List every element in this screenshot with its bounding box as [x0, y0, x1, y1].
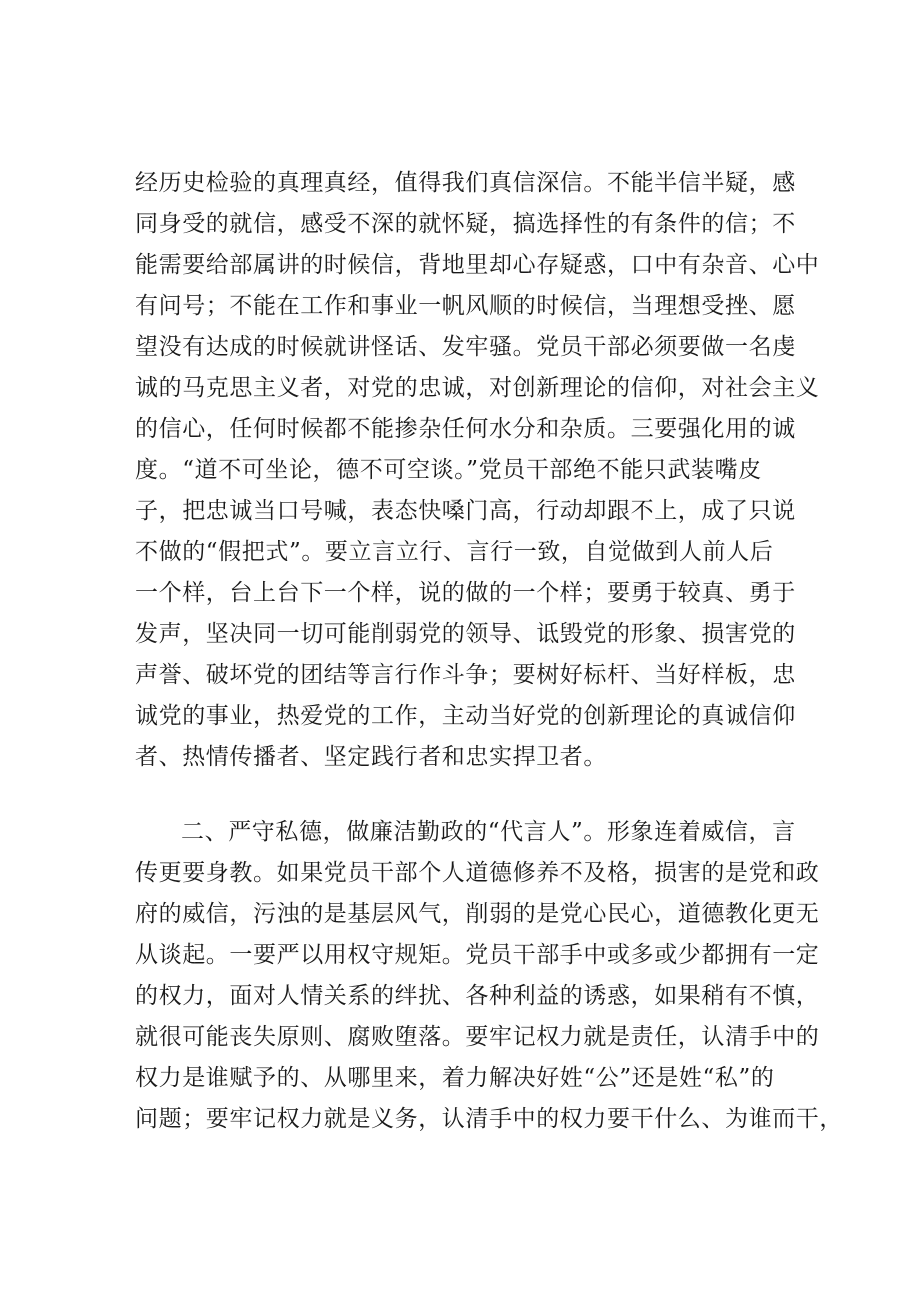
text-line: 同身受的就信，感受不深的就怀疑，搞选择性的有条件的信；不	[135, 211, 796, 237]
text-line: 一个样，台上台下一个样，说的做的一个样；要勇于较真、勇于	[135, 580, 796, 606]
paragraph-section-two	[135, 812, 843, 1140]
text-line: 不做的“假把式”。要立言立行、言行一致，自觉做到人前人后	[135, 539, 774, 565]
paragraph-continued	[135, 163, 820, 778]
text-line: 的信心，任何时候都不能掺杂任何水分和杂质。三要强化用的诚	[135, 416, 796, 442]
text-line: 者、热情传播者、坚定践行者和忠实捍卫者。	[135, 744, 607, 770]
text-line: 子，把忠诚当口号喊，表态快嗓门高，行动却跟不上，成了只说	[135, 498, 796, 524]
text-line: 度。“道不可坐论，德不可空谈。”党员干部绝不能只武装嘴皮	[135, 457, 762, 483]
text-line: 有问号；不能在工作和事业一帆风顺的时候信，当理想受挫、愿	[135, 293, 796, 319]
text-line: 从谈起。一要严以用权守规矩。党员干部手中或多或少都拥有一定	[135, 942, 820, 968]
text-line: 问题；要牢记权力就是义务，认清手中的权力要干什么、为谁而干，	[135, 1106, 843, 1132]
text-line: 诚的马克思主义者，对党的忠诚，对创新理论的信仰，对社会主义	[135, 375, 820, 401]
text-line: 府的威信，污浊的是基层风气，削弱的是党心民心，道德教化更无	[135, 901, 820, 927]
text-line: 传更要身教。如果党员干部个人道德修养不及格，损害的是党和政	[135, 860, 820, 886]
text-line: 能需要给部属讲的时候信，背地里却心存疑惑，口中有杂音、心中	[135, 252, 820, 278]
text-line: 的权力，面对人情关系的绊扰、各种利益的诱惑，如果稍有不慎，	[135, 983, 820, 1009]
text-line: 望没有达成的时候就讲怪话、发牢骚。党员干部必须要做一名虔	[135, 334, 796, 360]
text-line: 权力是谁赋予的、从哪里来，着力解决好姓“公”还是姓“私”的	[135, 1065, 775, 1091]
text-line: 发声，坚决同一切可能削弱党的领导、诋毁党的形象、损害党的	[135, 621, 796, 647]
text-line: 经历史检验的真理真经，值得我们真信深信。不能半信半疑，感	[135, 170, 796, 196]
text-line: 就很可能丧失原则、腐败堕落。要牢记权力就是责任，认清手中的	[135, 1024, 820, 1050]
section-heading-line: 二、严守私德，做廉洁勤政的“代言人”。形象连着威信，言	[181, 819, 796, 845]
text-line: 声誉、破坏党的团结等言行作斗争；要树好标杆、当好样板，忠	[135, 662, 796, 688]
text-line: 诚党的事业，热爱党的工作，主动当好党的创新理论的真诚信仰	[135, 703, 796, 729]
